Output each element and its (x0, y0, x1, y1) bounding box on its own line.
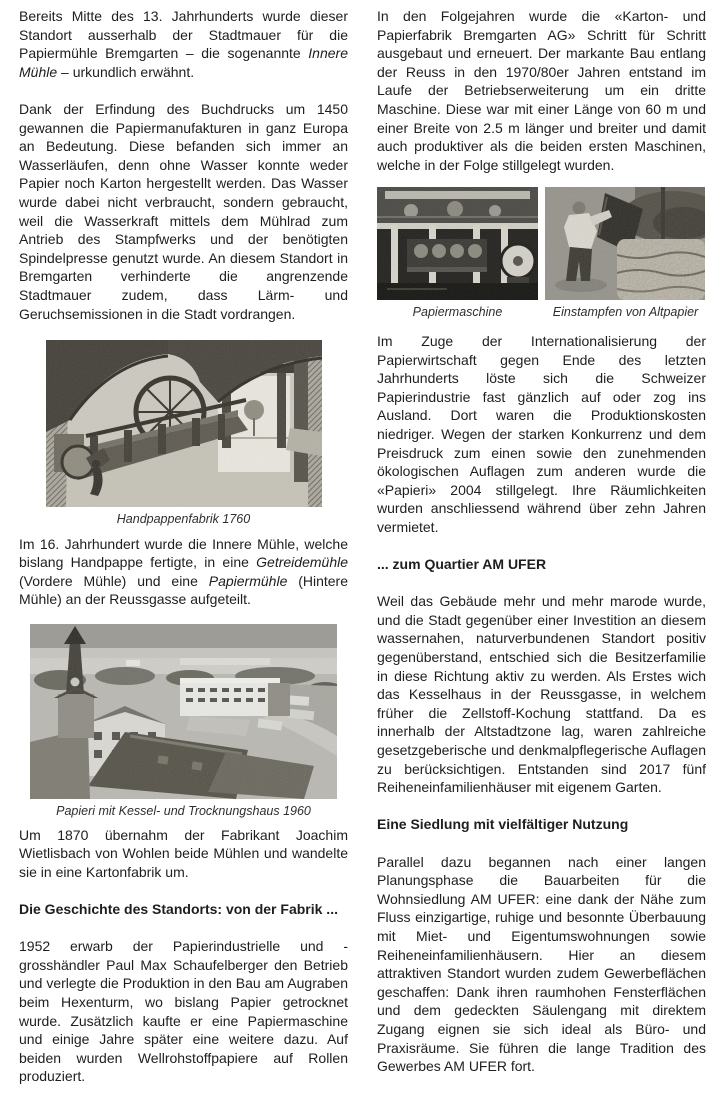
text-run-italic: Getreidemühle (256, 554, 348, 571)
paragraph-13th-century (19, 7, 348, 81)
heading-quartier-am-ufer: ... zum Quartier AM UFER (377, 556, 547, 573)
right-column (377, 7, 706, 1105)
text-run-italic: Papiermühle (208, 572, 288, 589)
text-run: (Hintere Mühle) an der Reussgasse aufgeteilt. (19, 572, 349, 608)
caption-papieri-aerial: Papieri mit Kessel- und Trocknungshaus 1960 (56, 803, 311, 818)
heading-siedlung-nutzung: Eine Siedlung mit vielfältiger Nutzung (377, 816, 629, 833)
figure-papiermaschine (377, 187, 538, 319)
text-run: Bereits Mitte des 13. Jahrhunderts wurde dieser Standort ausserhalb der Stadtmauer für die Papiermühle Bremgarten – die sogenannte (19, 8, 348, 62)
einstampfen-altpapier-photo-image (545, 187, 705, 300)
caption-papiermaschine: Papiermaschine (412, 304, 503, 319)
figure-handpappenfabrik (46, 340, 322, 526)
caption-einstampfen: Einstampfen von Altpapier (552, 304, 699, 319)
paragraph-1870: Um 1870 übernahm der Fabrikant Joachim Wietlisbach von Wohlen beide Mühlen und wandelte sie in eine Kartonfabrik um. (19, 826, 348, 880)
left-column (19, 7, 348, 1105)
figure-row (377, 187, 706, 319)
paragraph-16th-century (19, 535, 348, 609)
paragraph-folgejahre: In den Folgejahren wurde die «Karton- und Papierfabrik Bremgarten AG» Schritt für Schritt ausgebaut und erneuert. Der markante Bau entlang der Reuss in den 1970/80er Jahren entstand im Laufe der Betriebserweiterung um ein dritte Maschine. Diese war mit einer Länge von 60 m und einer Breite von 2.5 m länger und breiter und damit auch produktiver als die beiden ersten Maschinen, welche in der Folge stillgelegt wurden. (377, 8, 706, 173)
heading-geschichte-standort: Die Geschichte des Standorts: von der Fabrik ... (19, 901, 338, 918)
papiermaschine-photo-image (377, 187, 538, 300)
caption-handpappenfabrik: Handpappenfabrik 1760 (116, 511, 251, 526)
paragraph-wohnsiedlung: Parallel dazu begannen nach einer langen Planungsphase die Bauarbeiten für die Wohnsiedlung AM UFER: eine dank der Nähe zum Fluss einzigartige, ruhige und besonnte Überbauung mit Miet- und Eigentumswohnungen sowie Reiheneinfamilienhäusern. Hier an diesem attraktiven Standort wurden zudem Gewerbeflächen geschaffen: Dank ihren raumhohen Fensterflächen und dem gedeckten Säulengang mit direktem Zugang eignen sie sich ideal als Büro- und Praxisräume. Sie führen die lange Tradition des Gewerbes AM UFER fort. (377, 853, 706, 1075)
text-run: (Vordere Mühle) und eine (19, 572, 209, 589)
paragraph-1952: 1952 erwarb der Papierindustrielle und -grosshändler Paul Max Schaufelberger den Betrieb und verlegte die Produktion in den Bau am Augraben beim Hexenturm, wo bislang Papier getrocknet wurde. Zusätzlich kaufte er eine Papiermaschine und einige Jahre später eine weitere dazu. Auf beiden wurden Wellrohstoffpapiere auf Rollen produziert. (19, 938, 348, 1085)
paragraph-buchdruck: Dank der Erfindung des Buchdrucks um 1450 gewannen die Papiermanufakturen in ganz Europa an Bedeutung. Diese befanden sich immer an Wasserläufen, denn ohne Wasser konnte weder Papier noch Karton hergestellt werden. Das Wasser wurde dabei nicht verbraucht, sondern gebraucht, weil die Wasserkraft mittels dem Mühlrad zum Antrieb des Stampfwerks und der benötigten Spindelpresse genutzt wurde. An diesem Standort in Bremgarten verhinderte die angrenzende Stadtmauer zudem, dass Lärm- und Geruchsemissionen in die Stadt vordrangen. (19, 100, 348, 322)
aerial-photo-papieri-image (30, 624, 337, 799)
text-run-italic: Innere Mühle (19, 45, 348, 80)
text-run: Im 16. Jahrhundert wurde die Innere Mühle, welche bislang Handpappe fertigte, in eine (19, 535, 348, 571)
paragraph-kesselhaus: Weil das Gebäude mehr und mehr marode wurde, und die Stadt gegenüber einer Investition an diesem wassernahen, naturverbundenen Standort positiv gegenüberstand, entschied sich die Besitzerfamilie in diese Richtung aktiv zu werden. Als Erstes wich das Kesselhaus in der Reussgasse, in welchem früher die Zellstoff-Kochung stattfand. Da es innerhalb der Altstadtzone lag, waren zahlreiche gesetzgeberische und denkmalpflegerische Auflagen zu berücksichtigen. Entstanden sind 2017 fünf Reiheneinfamilienhäuser mit eigenem Garten. (377, 593, 706, 796)
two-column-layout (19, 7, 706, 1105)
text-run: – urkundlich erwähnt. (57, 63, 195, 80)
figure-einstampfen (545, 187, 706, 319)
paragraph-internationalisierung: Im Zuge der Internationalisierung der Papierwirtschaft gegen Ende des letzten Jahrhunderts löste sich die Schweizer Papierindustrie fast gänzlich auf oder zog ins Ausland. Dort waren die Produktionskosten niedriger. Wegen der starken Konkurrenz und dem Preisdruck zum einen sowie den zunehmenden ökologischen Auflagen zum anderen wurde die «Papieri» 2004 stillgelegt. Ihre Räumlichkeiten wurden anschliessend während über zehn Jahren vermietet. (377, 332, 706, 535)
figure-papieri-aerial (30, 624, 337, 818)
engraving-handpappenfabrik-image (46, 340, 322, 507)
